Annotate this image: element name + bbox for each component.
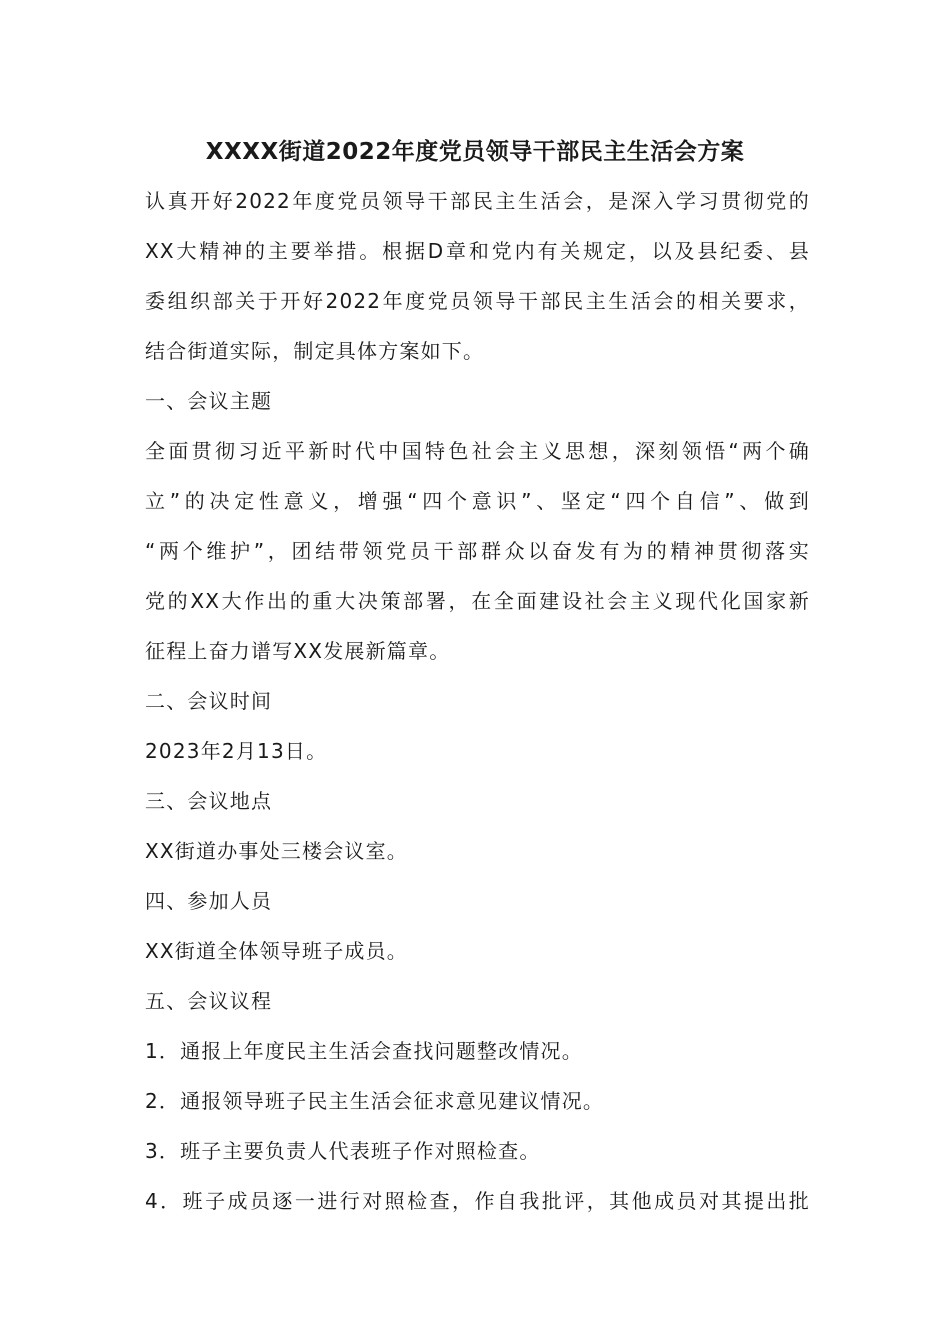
section-heading [145,376,810,426]
section1-line: 全面贯彻习近平新时代中国特色社会主义思想，深刻领悟“两个确 [145,439,810,463]
agenda-item: 3．班子主要负责人代表班子作对照检查。 [145,1139,541,1163]
section-heading-text: 三、会议地点 [145,789,273,813]
agenda-item: 2．通报领导班子民主生活会征求意见建议情况。 [145,1089,605,1113]
section-heading-text: 五、会议议程 [145,989,273,1013]
section3-line: XX街道办事处三楼会议室。 [145,839,409,863]
section-heading [145,876,810,926]
agenda-item: 1．通报上年度民主生活会查找问题整改情况。 [145,1039,583,1063]
document-body [145,176,810,1226]
intro-line: 认真开好2022年度党员领导干部民主生活会，是深入学习贯彻党的 [145,189,810,213]
intro-line: 委组织部关于开好2022年度党员领导干部民主生活会的相关要求， [145,289,810,313]
section1-line: “两个维护”，团结带领党员干部群众以奋发有为的精神贯彻落实 [145,539,810,563]
section2-paragraph [145,726,810,776]
section2-line: 2023年2月13日。 [145,739,328,763]
section-heading-text: 一、会议主题 [145,389,273,413]
section1-line: 党的XX大作出的重大决策部署，在全面建设社会主义现代化国家新 [145,589,810,613]
intro-line: 结合街道实际，制定具体方案如下。 [145,339,485,363]
agenda-item: 4．班子成员逐一进行对照检查，作自我批评，其他成员对其提出批 [145,1189,810,1213]
intro-line: XX大精神的主要举措。根据D章和党内有关规定，以及县纪委、县 [145,239,810,263]
document-title: XXXX街道2022年度党员领导干部民主生活会方案 [205,139,745,165]
intro-paragraph [145,176,810,376]
section-heading [145,676,810,726]
section3-paragraph [145,826,810,876]
section-heading-text: 四、参加人员 [145,889,273,913]
section-heading [145,976,810,1026]
section1-line: 征程上奋力谱写XX发展新篇章。 [145,639,451,663]
section1-paragraph [145,426,810,676]
agenda-list [145,1026,810,1226]
section1-line: 立”的决定性意义，增强“四个意识”、坚定“四个自信”、做到 [145,489,810,513]
section4-line: XX街道全体领导班子成员。 [145,939,409,963]
section-heading [145,776,810,826]
section4-paragraph [145,926,810,976]
section-heading-text: 二、会议时间 [145,689,273,713]
